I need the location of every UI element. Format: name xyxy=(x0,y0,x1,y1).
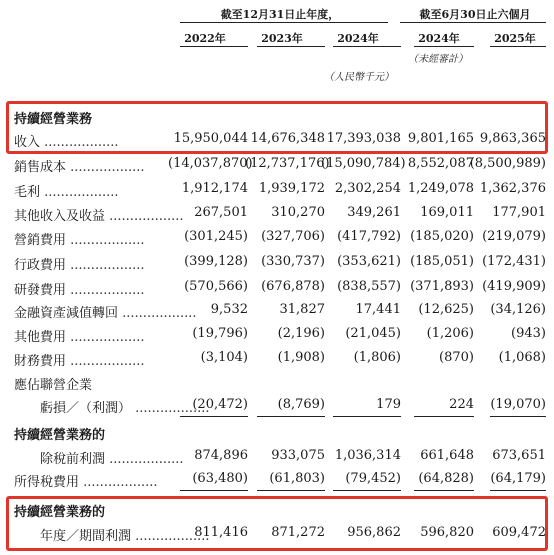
row-label: 持續經營業務 xyxy=(14,112,93,127)
cell-value: 179 xyxy=(376,397,401,412)
cell-value: (79,452) xyxy=(345,471,401,486)
cell-value: (676,878) xyxy=(261,279,325,294)
cell-value: 14,676,348 xyxy=(250,131,325,146)
cell-value: (419,909) xyxy=(482,279,546,294)
row-label: 收入 .................. xyxy=(14,135,119,150)
cell-value: (838,557) xyxy=(337,279,401,294)
cell-value: 874,896 xyxy=(194,448,248,463)
cell-value: 9,863,365 xyxy=(479,131,546,146)
row-label: 行政費用 .................. xyxy=(14,258,145,273)
cell-value: (399,128) xyxy=(184,254,248,269)
dot-leader: .................. xyxy=(105,452,184,467)
cell-value: 1,939,172 xyxy=(258,181,325,196)
dot-leader: .................. xyxy=(66,354,145,369)
cell-value: 956,862 xyxy=(347,525,401,540)
subtotal-rule xyxy=(257,490,325,491)
cell-value: (34,126) xyxy=(490,302,546,317)
dot-leader: .................. xyxy=(66,330,145,345)
row-label: 研發費用 .................. xyxy=(14,283,145,298)
year-underline-3 xyxy=(333,46,401,47)
dot-leader: .................. xyxy=(40,135,119,150)
cell-value: (371,893) xyxy=(410,279,474,294)
cell-value: 1,036,314 xyxy=(334,448,401,463)
row-label: 其他費用 .................. xyxy=(14,330,145,345)
cell-value: (417,792) xyxy=(337,229,401,244)
cell-value: (330,737) xyxy=(261,254,325,269)
row-label: 年度／期間利潤 .................. xyxy=(40,529,210,544)
header-six-months-underline xyxy=(400,22,546,23)
cell-value: (15,090,784) xyxy=(321,156,406,171)
header-year-end-group: 截至12月31日止年度， xyxy=(220,8,340,21)
row-label: 虧損／（利潤） .................. xyxy=(40,401,210,416)
cell-value: (570,566) xyxy=(184,279,248,294)
cell-value: (943) xyxy=(511,326,546,341)
row-label: 營銷費用 .................. xyxy=(14,233,145,248)
header-year-end-underline xyxy=(180,22,388,23)
cell-value: (172,431) xyxy=(482,254,546,269)
year-header-2025-h1: 2025年 xyxy=(494,32,536,45)
cell-value: 169,011 xyxy=(420,205,474,220)
row-label: 應佔聯營企業 xyxy=(14,378,93,393)
year-underline-2 xyxy=(257,46,325,47)
dot-leader: .................. xyxy=(131,529,210,544)
cell-value: 933,075 xyxy=(271,448,325,463)
year-underline-4 xyxy=(414,46,474,47)
row-label: 金融資產減值轉回 .................. xyxy=(14,306,197,321)
cell-value: (12,737,176) xyxy=(245,156,330,171)
cell-value: 310,270 xyxy=(271,205,325,220)
cell-value: (14,037,870) xyxy=(168,156,253,171)
dot-leader: .................. xyxy=(79,475,158,490)
dot-leader: .................. xyxy=(66,283,145,298)
cell-value: (8,500,989) xyxy=(469,156,546,171)
unaudited-note: （未經審計） xyxy=(408,54,468,65)
cell-value: 9,532 xyxy=(210,302,248,317)
cell-value: (20,472) xyxy=(192,397,248,412)
cell-value: 1,249,078 xyxy=(407,181,474,196)
cell-value: (19,070) xyxy=(490,397,546,412)
year-header-2024: 2024年 xyxy=(337,32,379,45)
cell-value: 177,901 xyxy=(492,205,546,220)
cell-value: (185,051) xyxy=(410,254,474,269)
cell-value: (1,806) xyxy=(353,350,401,365)
cell-value: 8,552,087 xyxy=(407,156,474,171)
subtotal-rule xyxy=(180,416,248,417)
cell-value: 2,302,254 xyxy=(334,181,401,196)
subtotal-rule xyxy=(257,416,325,417)
cell-value: 596,820 xyxy=(420,525,474,540)
year-underline-1 xyxy=(180,46,248,47)
cell-value: (8,769) xyxy=(277,397,325,412)
row-label: 毛利 .................. xyxy=(14,185,119,200)
row-label: 持續經營業務的 xyxy=(14,505,106,520)
subtotal-rule xyxy=(180,490,248,491)
cell-value: 1,362,376 xyxy=(479,181,546,196)
cell-value: (21,045) xyxy=(345,326,401,341)
cell-value: (1,068) xyxy=(498,350,546,365)
cell-value: (64,179) xyxy=(490,471,546,486)
cell-value: 15,950,044 xyxy=(173,131,248,146)
subtotal-rule xyxy=(414,416,474,417)
cell-value: 17,441 xyxy=(355,302,401,317)
year-header-2023: 2023年 xyxy=(261,32,303,45)
cell-value: (185,020) xyxy=(410,229,474,244)
cell-value: (1,206) xyxy=(426,326,474,341)
year-header-2024-h1: 2024年 xyxy=(418,32,460,45)
subtotal-rule xyxy=(490,416,546,417)
cell-value: 17,393,038 xyxy=(326,131,401,146)
row-label: 所得稅費用 .................. xyxy=(14,475,158,490)
row-label: 其他收入及收益 .................. xyxy=(14,209,184,224)
cell-value: (12,625) xyxy=(418,302,474,317)
row-label: 財務費用 .................. xyxy=(14,354,145,369)
cell-value: 673,651 xyxy=(492,448,546,463)
subtotal-rule xyxy=(414,490,474,491)
cell-value: (61,803) xyxy=(269,471,325,486)
cell-value: 609,472 xyxy=(492,525,546,540)
dot-leader: .................. xyxy=(66,160,145,175)
cell-value: (63,480) xyxy=(192,471,248,486)
dot-leader: .................. xyxy=(118,306,197,321)
row-label: 持續經營業務的 xyxy=(14,428,106,443)
cell-value: 224 xyxy=(449,397,474,412)
cell-value: (301,245) xyxy=(184,229,248,244)
cell-value: (2,196) xyxy=(277,326,325,341)
subtotal-rule xyxy=(333,416,401,417)
cell-value: 267,501 xyxy=(194,205,248,220)
cell-value: 349,261 xyxy=(347,205,401,220)
cell-value: (219,079) xyxy=(482,229,546,244)
cell-value: 661,648 xyxy=(420,448,474,463)
header-six-months-group: 截至6月30日止六個月 xyxy=(419,8,531,21)
cell-value: (353,621) xyxy=(337,254,401,269)
cell-value: (327,706) xyxy=(261,229,325,244)
cell-value: 1,912,174 xyxy=(181,181,248,196)
cell-value: 9,801,165 xyxy=(407,131,474,146)
row-label: 除稅前利潤 .................. xyxy=(40,452,184,467)
year-header-2022: 2022年 xyxy=(184,32,226,45)
cell-value: (3,104) xyxy=(200,350,248,365)
subtotal-rule xyxy=(490,490,546,491)
cell-value: (870) xyxy=(439,350,474,365)
cell-value: (19,796) xyxy=(192,326,248,341)
dot-leader: .................. xyxy=(66,258,145,273)
cell-value: (1,908) xyxy=(277,350,325,365)
currency-note: （人民幣千元） xyxy=(324,72,394,83)
dot-leader: .................. xyxy=(131,401,210,416)
subtotal-rule xyxy=(333,490,401,491)
dot-leader: .................. xyxy=(105,209,184,224)
cell-value: 31,827 xyxy=(279,302,325,317)
dot-leader: .................. xyxy=(66,233,145,248)
year-underline-5 xyxy=(490,46,546,47)
dot-leader: .................. xyxy=(40,185,119,200)
row-label: 銷售成本 .................. xyxy=(14,160,145,175)
cell-value: 871,272 xyxy=(271,525,325,540)
cell-value: 811,416 xyxy=(194,525,248,540)
cell-value: (64,828) xyxy=(418,471,474,486)
